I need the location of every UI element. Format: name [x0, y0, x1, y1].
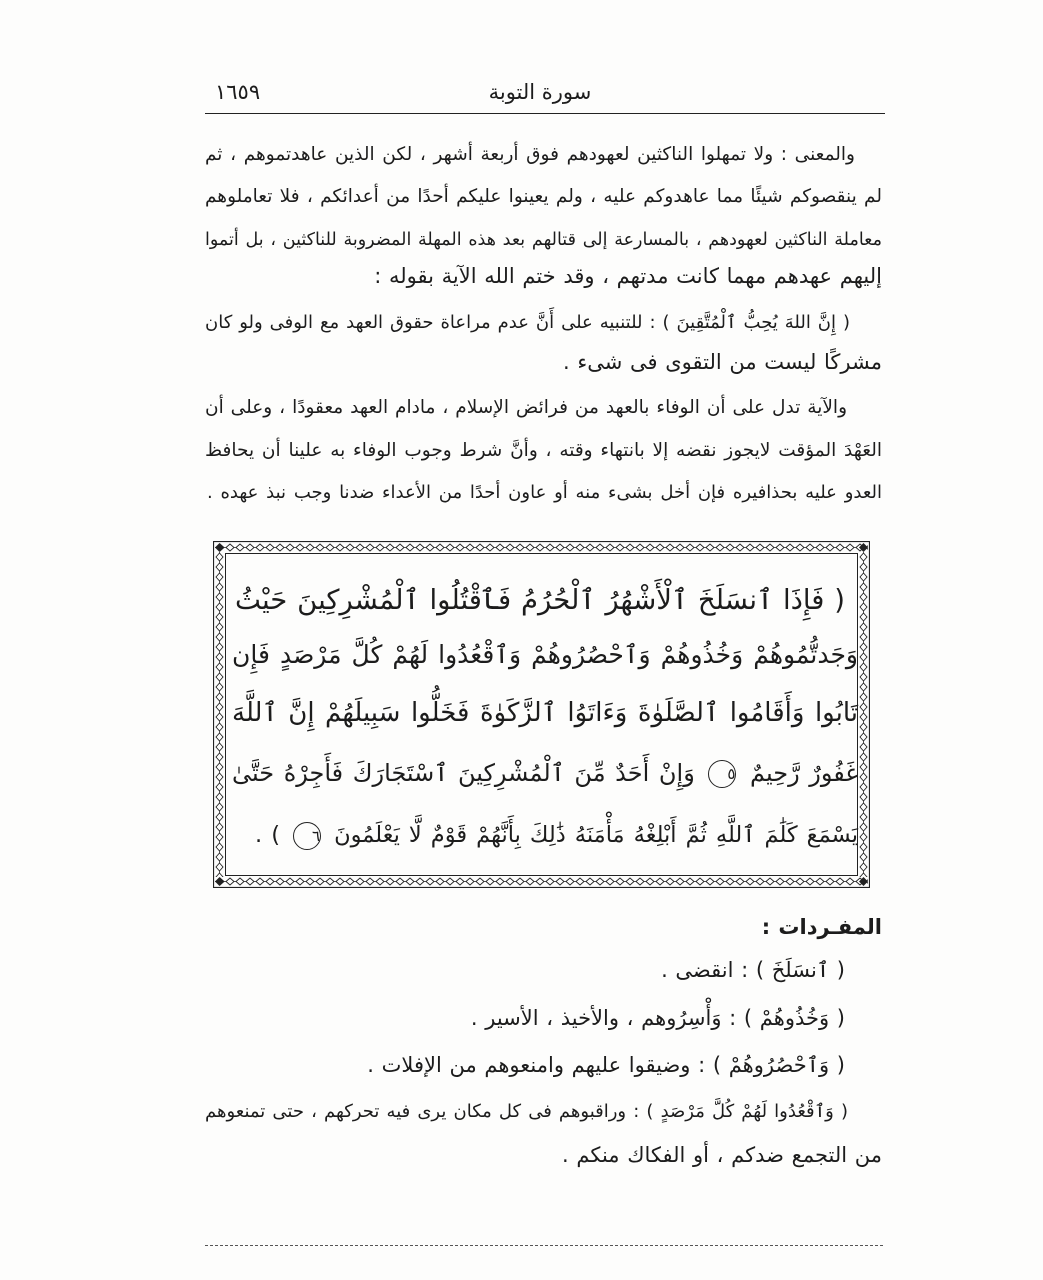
closing-bracket: ) . [255, 822, 280, 848]
commentary-line: مشركًا ليست من التقوى فى شىء . [562, 350, 882, 374]
bottom-ornament-strip [215, 877, 868, 886]
vocabulary-line: ( وَخُذُوهُمْ ) : وَأْسِرُوهم ، والأخيذ ، الأسير . [470, 1006, 845, 1030]
left-ornament-strip [215, 552, 224, 877]
quran-line [232, 748, 858, 798]
quran-text: غَفُورٌ رَّحِيمٌ [750, 759, 858, 787]
vocabulary-line: ( وَٱحْصُرُوهُمْ ) : وضيقوا عليهم وامنعوهم من الإفلات . [367, 1053, 845, 1077]
commentary-line: العَهْدَ المؤقت لايجوز نقضه إلا بانتهاء وقته ، وأنَّ شرط وجوب الوفاء به علينا أن يحافظ [205, 440, 882, 461]
ayah-number-marker: ٥ [708, 760, 736, 788]
quran-line: وَجَدتُّمُوهُمْ وَخُذُوهُمْ وَٱحْصُرُوهُمْ وَٱقْعُدُوا لَهُمْ كُلَّ مَرْصَدٍ فَإِن [232, 640, 858, 669]
footer-rule [205, 1245, 883, 1246]
commentary-line: إليهم عهدهم مهما كانت مدتهم ، وقد ختم الله الآية بقوله : [374, 264, 882, 288]
surah-title: سورة التوبة [488, 80, 592, 104]
commentary-line: والمعنى : ولا تمهلوا الناكثين لعهودهم فوق أربعة أشهر ، لكن الذين عاهدتموهم ، ثم [205, 144, 855, 165]
quran-line: تَابُوا وَأَقَامُوا ٱلصَّلَوٰةَ وَءَاتَوُا ٱلزَّكَوٰةَ فَخَلُّوا سَبِيلَهُمْ إِنَّ ٱللَّهَ [232, 698, 858, 728]
commentary-line: العدو عليه بحذافيره فإن أخل بشىء منه أو عاون أحدًا من الأعداء ضدنا وجب نبذ عهده . [207, 482, 882, 503]
page-number: ١٦٥٩ [215, 80, 261, 104]
vocabulary-line: ( وَٱقْعُدُوا لَهُمْ كُلَّ مَرْصَدٍ ) : وراقبوهم فى كل مكان يرى فيه تحركهم ، حتى تمنعوهم [205, 1101, 848, 1122]
quran-line: ( فَإِذَا ٱنسَلَخَ ٱلْأَشْهُرُ ٱلْحُرُمُ فَٱقْتُلُوا ٱلْمُشْرِكِينَ حَيْثُ [235, 584, 845, 616]
right-ornament-strip [859, 552, 868, 877]
commentary-line: والآية تدل على أن الوفاء بالعهد من فرائض الإسلام ، مادام العهد معقودًا ، وعلى أن [205, 397, 847, 418]
ayah-number-marker: ٦ [293, 822, 321, 850]
header-rule [205, 113, 885, 114]
quran-passage-box [213, 541, 870, 888]
commentary-line: معاملة الناكثين لعهودهم ، بالمسارعة إلى قتالهم بعد هذه المهلة المضروبة للناكثين ، بل أتموا [205, 230, 882, 250]
commentary-line: لم ينقصوكم شيئًا مما عاهدوكم عليه ، ولم يعينوا عليكم أحدًا من أعدائكم ، فلا تعاملوهم [205, 186, 882, 207]
vocabulary-title: المفـردات : [761, 915, 882, 939]
commentary-line: ( إِنَّ اللهَ يُحِبُّ ٱلْمُتَّقِينَ ) : للتنبيه على أَنَّ عدم مراعاة حقوق العهد مع الوفى ولو كان [205, 312, 850, 333]
vocabulary-line: ( ٱنسَلَخَ ) : انقضى . [661, 958, 845, 982]
quran-text: يَسْمَعَ كَلَٰمَ ٱللَّهِ ثُمَّ أَبْلِغْهُ مَأْمَنَهُ ذَٰلِكَ بِأَنَّهُمْ قَوْمٌ لَّا يَعْلَمُونَ [334, 822, 858, 848]
top-ornament-strip [215, 543, 868, 552]
vocabulary-line: من التجمع ضدكم ، أو الفكاك منكم . [562, 1143, 882, 1167]
quran-text: وَإِنْ أَحَدٌ مِّنَ ٱلْمُشْرِكِينَ ٱسْتَجَارَكَ فَأَجِرْهُ حَتَّىٰ [232, 759, 695, 787]
quran-line [255, 810, 858, 860]
